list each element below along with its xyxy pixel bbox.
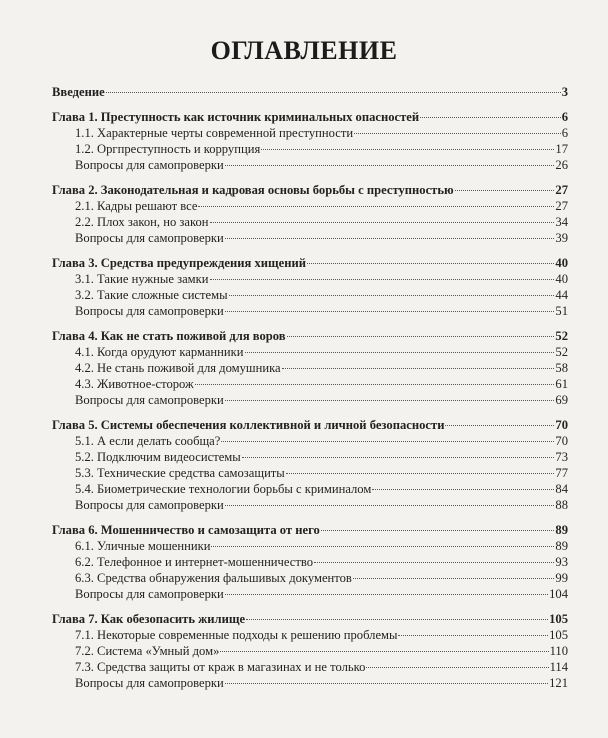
dot-leader [246, 619, 548, 620]
dot-leader [225, 594, 548, 595]
toc-entry-label: Вопросы для самопроверки [75, 393, 224, 407]
toc-section-entry [52, 141, 568, 157]
toc-section-entry [52, 433, 568, 449]
dot-leader [225, 238, 555, 239]
toc-section-entry [52, 214, 568, 230]
page-title: ОГЛАВЛЕНИЕ [210, 36, 398, 65]
dot-leader [282, 368, 555, 369]
toc-intro-entry [52, 84, 568, 100]
toc-entry-label: 6.3. Средства обнаружения фальшивых документов [75, 571, 352, 585]
dot-leader [366, 667, 548, 668]
dot-leader [398, 635, 548, 636]
dot-leader [287, 336, 555, 337]
toc-section-entry [52, 360, 568, 376]
toc-entry-page: 70 [555, 434, 568, 448]
dot-leader [221, 441, 554, 442]
toc-chapter-entry [52, 182, 568, 198]
toc-section-entry [52, 554, 568, 570]
toc-entry-page: 27 [555, 199, 568, 213]
toc-entry-page: 89 [555, 539, 568, 553]
toc-entry-label: Глава 6. Мошенничество и самозащита от него [52, 523, 320, 537]
dot-leader [225, 505, 555, 506]
toc-section-entry [52, 198, 568, 214]
toc-entry-page: 52 [555, 329, 568, 343]
toc-entry-page: 17 [555, 142, 568, 156]
toc-entry-label: Глава 1. Преступность как источник криминальных опасностей [52, 110, 420, 124]
dot-leader [314, 562, 554, 563]
toc-entry-page: 61 [555, 377, 568, 391]
dot-leader [211, 546, 554, 547]
toc-entry-label: 2.2. Плох закон, но закон [75, 215, 209, 229]
toc-entry-page: 6 [561, 110, 568, 124]
toc-entry-label: 7.1. Некоторые современные подходы к решению проблемы [75, 628, 398, 642]
toc-entry-label: 7.3. Средства защиты от краж в магазинах и не только [75, 660, 366, 674]
toc-entry-label: Глава 4. Как не стать поживой для воров [52, 329, 286, 343]
toc-entry-page: 6 [561, 126, 568, 140]
toc-entry-page: 58 [555, 361, 568, 375]
toc-section-entry [52, 497, 568, 513]
dot-leader [353, 578, 555, 579]
toc-entry-page: 44 [555, 288, 568, 302]
toc-entry-label: 6.2. Телефонное и интернет-мошенничество [75, 555, 314, 569]
toc-entry-label: Глава 3. Средства предупреждения хищений [52, 256, 307, 270]
toc-entry-page: 52 [555, 345, 568, 359]
toc-entry-page: 27 [555, 183, 568, 197]
toc-section-entry [52, 538, 568, 554]
toc-entry-label: 4.1. Когда орудуют карманники [75, 345, 244, 359]
toc-entry-label: 4.3. Животное-сторож [75, 377, 194, 391]
dot-leader [354, 133, 561, 134]
toc-section-entry [52, 392, 568, 408]
toc-entry-label: 2.1. Кадры решают все [75, 199, 198, 213]
toc-entry-page: 40 [555, 256, 568, 270]
toc-entry-label: 3.1. Такие нужные замки [75, 272, 209, 286]
toc-entry-page: 104 [549, 587, 568, 601]
toc-entry-label: Вопросы для самопроверки [75, 676, 224, 690]
toc-entry-page: 51 [555, 304, 568, 318]
dot-leader [286, 473, 555, 474]
toc-entry-label: 4.2. Не стань поживой для домушника [75, 361, 281, 375]
toc-section-entry [52, 376, 568, 392]
toc-entry-label: 3.2. Такие сложные системы [75, 288, 228, 302]
toc-chapter-entry [52, 109, 568, 125]
toc-entry-page: 69 [555, 393, 568, 407]
dot-leader [220, 651, 548, 652]
toc-chapter-entry [52, 522, 568, 538]
toc-entry-page: 73 [555, 450, 568, 464]
table-of-contents [52, 84, 568, 691]
toc-entry-label: 5.1. А если делать сообща? [75, 434, 221, 448]
toc-entry-page: 110 [549, 644, 568, 658]
toc-entry-label: 5.4. Биометрические технологии борьбы с криминалом [75, 482, 372, 496]
dot-leader [229, 295, 555, 296]
toc-entry-label: Глава 5. Системы обеспечения коллективной и личной безопасности [52, 418, 445, 432]
toc-entry-page: 121 [549, 676, 568, 690]
toc-entry-label: Вопросы для самопроверки [75, 304, 224, 318]
toc-entry-label: 1.2. Оргпреступность и коррупция [75, 142, 261, 156]
toc-section-entry [52, 287, 568, 303]
dot-leader [242, 457, 555, 458]
toc-entry-page: 88 [555, 498, 568, 512]
toc-entry-page: 39 [555, 231, 568, 245]
toc-chapter-entry [52, 328, 568, 344]
dot-leader [245, 352, 555, 353]
dot-leader [195, 384, 555, 385]
toc-section-entry [52, 344, 568, 360]
toc-entry-page: 84 [555, 482, 568, 496]
toc-entry-page: 105 [549, 628, 568, 642]
dot-leader [261, 149, 554, 150]
toc-entry-label: 7.2. Система «Умный дом» [75, 644, 220, 658]
toc-entry-label: 1.1. Характерные черты современной преступности [75, 126, 354, 140]
toc-section-entry [52, 643, 568, 659]
dot-leader [198, 206, 554, 207]
toc-entry-label: Введение [52, 85, 105, 99]
toc-entry-page: 89 [555, 523, 568, 537]
toc-section-entry [52, 570, 568, 586]
toc-entry-label: Вопросы для самопроверки [75, 158, 224, 172]
toc-entry-page: 70 [555, 418, 568, 432]
toc-chapter-entry [52, 417, 568, 433]
toc-section-entry [52, 271, 568, 287]
toc-section-entry [52, 659, 568, 675]
dot-leader [445, 425, 554, 426]
toc-entry-label: 5.2. Подключим видеосистемы [75, 450, 241, 464]
toc-entry-label: 5.3. Технические средства самозащиты [75, 466, 285, 480]
toc-entry-label: Вопросы для самопроверки [75, 231, 224, 245]
toc-section-entry [52, 627, 568, 643]
toc-entry-page: 105 [549, 612, 568, 626]
dot-leader [106, 92, 561, 93]
dot-leader [210, 279, 555, 280]
dot-leader [225, 165, 555, 166]
toc-section-entry [52, 125, 568, 141]
toc-section-entry [52, 303, 568, 319]
dot-leader [307, 263, 554, 264]
dot-leader [372, 489, 554, 490]
toc-entry-label: Глава 2. Законодательная и кадровая основы борьбы с преступностью [52, 183, 454, 197]
toc-section-entry [52, 586, 568, 602]
toc-section-entry [52, 449, 568, 465]
dot-leader [321, 530, 555, 531]
toc-section-entry [52, 157, 568, 173]
toc-entry-page: 77 [555, 466, 568, 480]
dot-leader [420, 117, 561, 118]
toc-entry-page: 3 [561, 85, 568, 99]
dot-leader [210, 222, 555, 223]
dot-leader [455, 190, 555, 191]
toc-section-entry [52, 465, 568, 481]
toc-entry-page: 34 [555, 215, 568, 229]
toc-section-entry [52, 481, 568, 497]
toc-entry-label: Вопросы для самопроверки [75, 498, 224, 512]
toc-section-entry [52, 230, 568, 246]
toc-section-entry [52, 675, 568, 691]
toc-entry-label: Вопросы для самопроверки [75, 587, 224, 601]
dot-leader [225, 311, 555, 312]
toc-entry-page: 40 [555, 272, 568, 286]
dot-leader [225, 400, 555, 401]
toc-entry-page: 114 [549, 660, 568, 674]
toc-entry-label: 6.1. Уличные мошенники [75, 539, 211, 553]
toc-chapter-entry [52, 255, 568, 271]
dot-leader [225, 683, 548, 684]
toc-entry-page: 99 [555, 571, 568, 585]
toc-entry-page: 26 [555, 158, 568, 172]
toc-entry-label: Глава 7. Как обезопасить жилище [52, 612, 246, 626]
toc-entry-page: 93 [555, 555, 568, 569]
toc-chapter-entry [52, 611, 568, 627]
